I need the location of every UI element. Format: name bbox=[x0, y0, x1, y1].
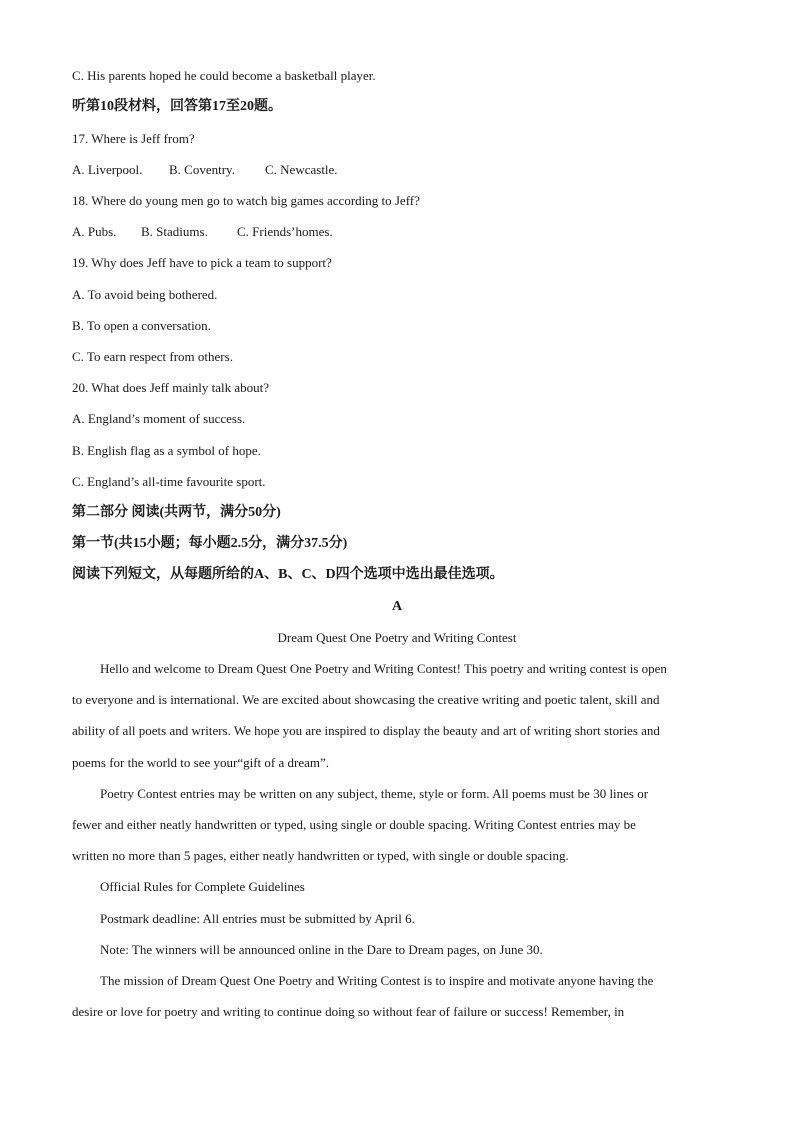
q17-option-c: C. Newcastle. bbox=[265, 162, 338, 177]
q20-question: 20. What does Jeff mainly talk about? bbox=[72, 380, 269, 395]
q17-option-b: B. Coventry. bbox=[169, 162, 235, 177]
q20-option-b: B. English flag as a symbol of hope. bbox=[72, 443, 261, 458]
q16-option-c: C. His parents hoped he could become a basketball player. bbox=[72, 68, 376, 83]
passage-letter: A bbox=[391, 599, 403, 614]
q19-option-b: B. To open a conversation. bbox=[72, 318, 211, 333]
passage-line: Note: The winners will be announced online in the Dare to Dream pages, on June 30. bbox=[100, 942, 543, 957]
q17-option-a: A. Liverpool. bbox=[72, 162, 143, 177]
passage10-heading: 听第10段材料，回答第17至20题。 bbox=[72, 99, 282, 114]
q17-question: 17. Where is Jeff from? bbox=[72, 131, 195, 146]
passage-line: Poetry Contest entries may be written on any subject, theme, style or form. All poems must be 30 lines or bbox=[100, 786, 649, 801]
part2-heading: 第二部分 阅读(共两节，满分50分) bbox=[72, 505, 281, 520]
passage-line: ability of all poets and writers. We hope you are inspired to display the beauty and art of writing short stories and bbox=[72, 723, 660, 738]
passage-line: fewer and either neatly handwritten or typed, using single or double spacing. Writing Contest entries may be bbox=[72, 817, 636, 832]
q19-option-a: A. To avoid being bothered. bbox=[72, 287, 218, 302]
passage-line: Official Rules for Complete Guidelines bbox=[100, 879, 305, 894]
passage-line: desire or love for poetry and writing to continue doing so without fear of failure or success! Remember, in bbox=[72, 1004, 625, 1019]
q18-options bbox=[72, 223, 722, 241]
passage-line: Hello and welcome to Dream Quest One Poetry and Writing Contest! This poetry and writing contest is open bbox=[100, 661, 667, 676]
passage-line: The mission of Dream Quest One Poetry and Writing Contest is to inspire and motivate anyone having the bbox=[100, 973, 654, 988]
q18-option-a: A. Pubs. bbox=[72, 224, 117, 239]
q17-options bbox=[72, 161, 722, 179]
reading-instructions: 阅读下列短文，从每题所给的A、B、C、D四个选项中选出最佳选项。 bbox=[72, 567, 504, 582]
passage-line: written no more than 5 pages, either neatly handwritten or typed, with single or double spacing. bbox=[72, 848, 569, 863]
q18-option-b: B. Stadiums. bbox=[141, 224, 208, 239]
q20-option-a: A. England’s moment of success. bbox=[72, 411, 246, 426]
q18-question: 18. Where do young men go to watch big games according to Jeff? bbox=[72, 193, 420, 208]
q19-question: 19. Why does Jeff have to pick a team to support? bbox=[72, 255, 332, 270]
passage-line: poems for the world to see your“gift of a dream”. bbox=[72, 755, 330, 770]
passage-line: to everyone and is international. We are excited about showcasing the creative writing and poetic talent, skill and bbox=[72, 692, 660, 707]
q19-option-c: C. To earn respect from others. bbox=[72, 349, 233, 364]
section1-heading: 第一节(共15小题；每小题2.5分，满分37.5分) bbox=[72, 536, 348, 551]
passage-line: Postmark deadline: All entries must be submitted by April 6. bbox=[100, 911, 415, 926]
passage-title: Dream Quest One Poetry and Writing Contest bbox=[277, 630, 517, 645]
q20-option-c: C. England’s all-time favourite sport. bbox=[72, 474, 266, 489]
q18-option-c: C. Friends’homes. bbox=[237, 224, 333, 239]
